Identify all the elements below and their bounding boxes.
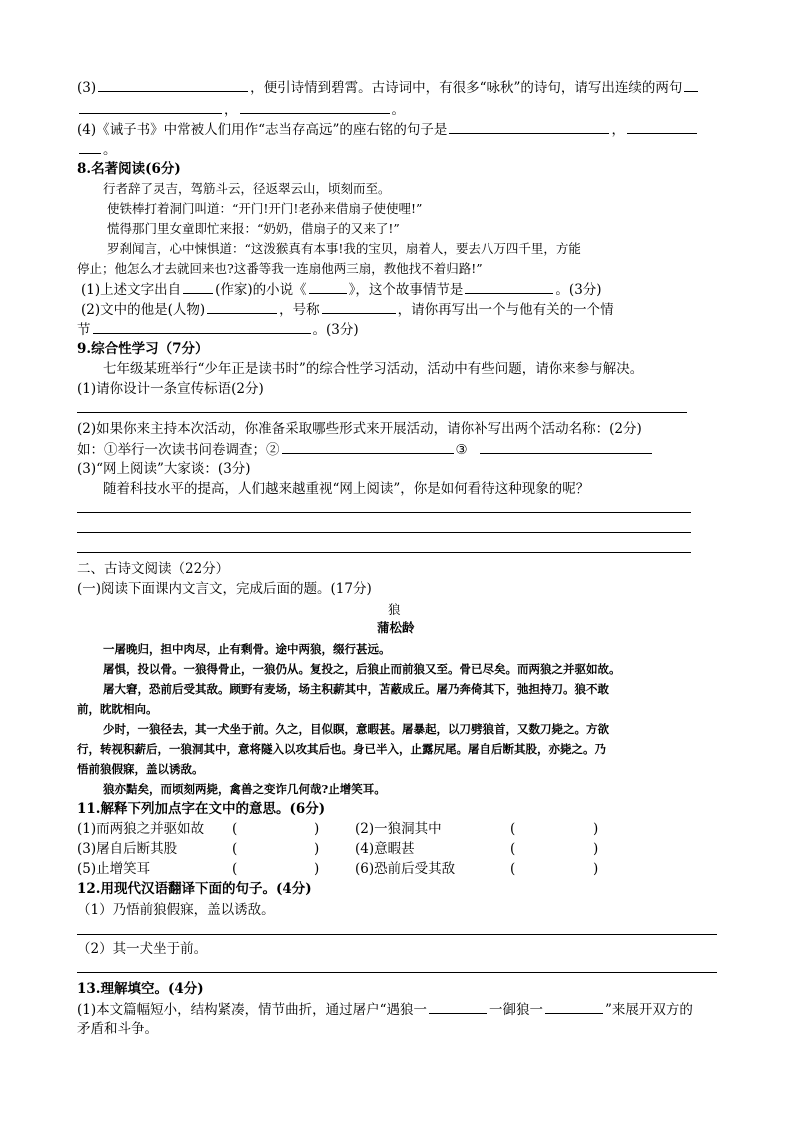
classical-text-line: 少时，一狼径去，其一犬坐于前。久之，目似瞑，意暇甚。屠暴起，以刀劈狼首，又数刀毙之。方欲 <box>103 722 609 736</box>
answer-line[interactable] <box>77 972 717 973</box>
q11-item-6: (6)恐前后受其敌 <box>355 861 456 877</box>
q9-3: (3)“网上阅读”大家谈：(3分) <box>77 461 251 477</box>
paren-open: ( <box>232 821 238 837</box>
paren-open: ( <box>510 841 516 857</box>
answer-line[interactable] <box>77 412 687 413</box>
q11-item-5: (5)止增笑耳 <box>77 861 151 877</box>
q8-2-line2: 节 。(3分) <box>77 319 359 340</box>
q8-2: (2)文中的他是(人物) ，号称 ，请你再写出一个与他有关的一个情 <box>81 299 614 320</box>
answer-blank[interactable] <box>207 299 277 314</box>
classical-text-line: 屠大窘，恐前后受其敌。顾野有麦场，场主积薪其中，苫蔽成丘。屠乃奔倚其下，弛担持刀。狼不敢 <box>103 682 609 696</box>
passage-line: 使铁棒打着洞门叫道：“开门!开门!老孙来借扇子使使哩!” <box>107 201 423 216</box>
paren-open: ( <box>232 841 238 857</box>
q11-item-1: (1)而两狼之并驱如故 <box>77 821 205 837</box>
answer-blank[interactable] <box>429 999 487 1014</box>
passage-line: 罗刹闻言，心中悚惧道：“这泼猴真有本事!我的宝贝，扇着人，要去八万四千里，方能 <box>107 241 581 256</box>
paren-open: ( <box>510 821 516 837</box>
answer-blank[interactable] <box>545 999 603 1014</box>
poem-title: 狼 <box>388 602 401 617</box>
answer-blank[interactable] <box>449 119 609 134</box>
q12-2: （2）其一犬坐于前。 <box>77 941 208 957</box>
answer-blank[interactable] <box>98 77 248 92</box>
passage-line: 慌得那门里女童即忙来报：“奶奶，借扇子的又来了!” <box>107 221 400 236</box>
paren-close: ) <box>314 821 320 837</box>
classical-text-line: 狼亦黠矣，而顷刻两毙，禽兽之变诈几何哉?止增笑耳。 <box>103 782 386 796</box>
answer-blank[interactable] <box>183 279 213 294</box>
q11-item-3: (3)屠自后断其股 <box>77 841 178 857</box>
answer-blank[interactable] <box>93 319 311 334</box>
classical-text-line: 悟前狼假寐，盖以诱敌。 <box>77 762 204 776</box>
answer-blank[interactable] <box>240 99 390 114</box>
q7-3-line: (3) ，便引诗情到碧霄。古诗词中，有很多“咏秋”的诗句，请写出连续的两句 <box>77 77 700 98</box>
answer-blank[interactable] <box>684 77 698 92</box>
answer-line[interactable] <box>77 934 717 935</box>
paren-close: ) <box>314 841 320 857</box>
q7-4-line: (4)《诫子书》中常被人们用作“志当存高远”的座右铭的句子是 ， <box>77 119 699 140</box>
answer-blank[interactable] <box>480 439 652 454</box>
paren-close: ) <box>593 841 599 857</box>
q7-3-line2: ， 。 <box>77 99 405 120</box>
paren-open: ( <box>232 861 238 877</box>
q9-3-prompt: 随着科技水平的提高，人们越来越重视“网上阅读”，你是如何看待这种现象的呢？ <box>103 481 590 497</box>
q9-intro: 七年级某班举行“少年正是读书时”的综合性学习活动，活动中有些问题，请你来参与解决。 <box>103 361 644 377</box>
answer-blank[interactable] <box>79 139 101 154</box>
answer-blank[interactable] <box>465 279 553 294</box>
q9-1: (1)请你设计一条宣传标语(2分) <box>77 381 264 397</box>
q9-2-line2: 如：①举行一次读书问卷调查；② ③ <box>77 439 654 460</box>
paren-close: ) <box>314 861 320 877</box>
paren-open: ( <box>510 861 516 877</box>
answer-blank[interactable] <box>309 279 347 294</box>
section-2-sub: (一)阅读下面课内文言文，完成后面的题。(17分) <box>77 581 372 597</box>
classical-text-line: 屠惧，投以骨。一狼得骨止，一狼仍从。复投之，后狼止而前狼又至。骨已尽矣。而两狼之并驱如故。 <box>103 662 621 676</box>
q12-1: （1）乃悟前狼假寐，盖以诱敌。 <box>77 902 275 918</box>
q9-2: (2)如果你来主持本次活动，你准备采取哪些形式来开展活动，请你补写出两个活动名称：(2分) <box>77 421 642 437</box>
q7-4-line2: 。 <box>77 139 117 160</box>
q11-item-4: (4)意暇甚 <box>355 841 415 857</box>
paren-close: ) <box>593 861 599 877</box>
paren-close: ) <box>593 821 599 837</box>
passage-line: 停止；他怎么才去就回来也?这番等我一连扇他两三扇，教他找不着归路!” <box>77 261 483 276</box>
answer-line[interactable] <box>77 532 691 533</box>
poem-author: 蒲松龄 <box>377 620 415 635</box>
q13-title: 13.理解填空。(4分) <box>77 981 204 997</box>
q12-title: 12.用现代汉语翻译下面的句子。(4分) <box>77 881 312 897</box>
q8-1: (1)上述文字出自 (作家)的小说《 》，这个故事情节是 。(3分) <box>81 279 602 300</box>
answer-blank[interactable] <box>627 119 697 134</box>
classical-text-line: 前，眈眈相向。 <box>77 702 158 716</box>
passage-line: 行者辞了灵吉，驾筋斗云，径返翠云山，顷刻而至。 <box>103 181 391 196</box>
answer-line[interactable] <box>77 552 691 553</box>
q11-item-2: (2)一狼洞其中 <box>355 821 442 837</box>
answer-line[interactable] <box>77 512 691 513</box>
q13-1: (1)本文篇幅短小，结构紧凑，情节曲折，通过屠户“遇狼一 一御狼一 ”来展开双方的 <box>77 999 693 1020</box>
section-8-title: 8.名著阅读(6分) <box>77 161 181 177</box>
q13-1-line2: 矛盾和斗争。 <box>77 1021 158 1037</box>
answer-blank[interactable] <box>79 99 222 114</box>
classical-text-line: 一屠晚归，担中肉尽，止有剩骨。途中两狼，缀行甚远。 <box>103 642 391 656</box>
section-2-title: 二、古诗文阅读（22分） <box>77 561 230 577</box>
classical-text-line: 行，转视积薪后，一狼洞其中，意将隧入以攻其后也。身已半入，止露尻尾。屠自后断其股，亦毙之。乃 <box>77 742 606 756</box>
q11-title: 11.解释下列加点字在文中的意思。(6分) <box>77 801 326 817</box>
answer-blank[interactable] <box>282 439 454 454</box>
section-9-title: 9.综合性学习（7分） <box>77 341 209 357</box>
answer-blank[interactable] <box>322 299 396 314</box>
